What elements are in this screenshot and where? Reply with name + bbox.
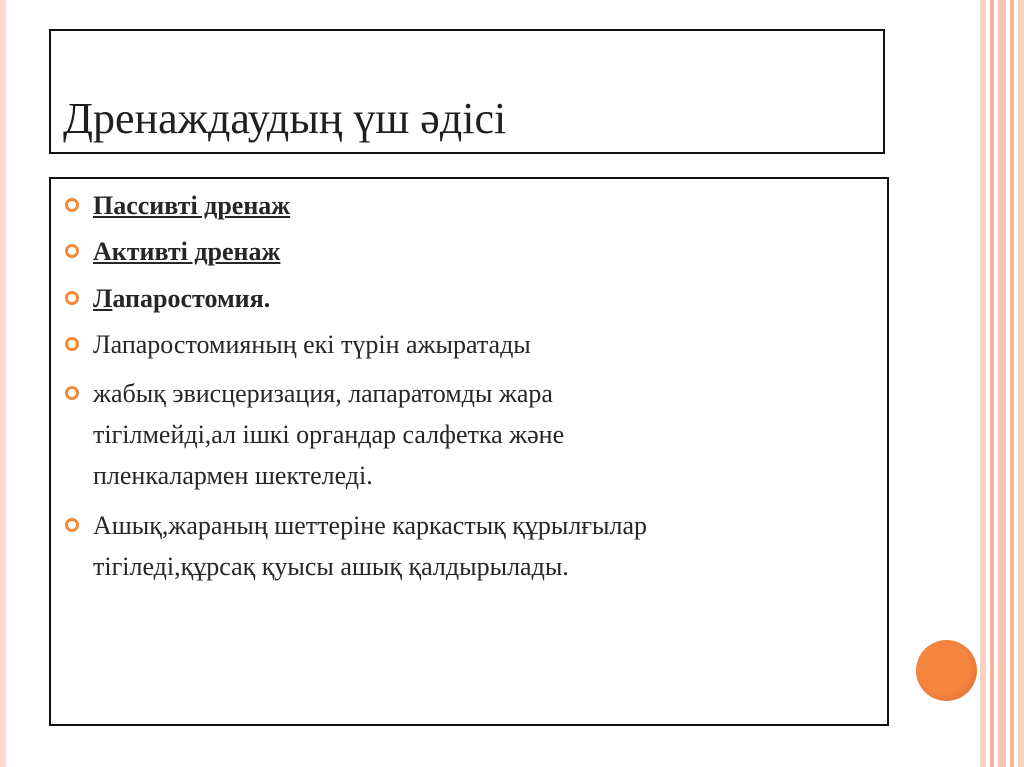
title-box [49, 29, 885, 154]
bullet-marker-icon [65, 386, 79, 400]
bullet-rest: апаростомия. [112, 284, 271, 313]
content-box [49, 177, 889, 726]
bullet-line: пленкалармен шектеледі. [93, 461, 373, 490]
stripe [990, 0, 994, 767]
bullet-text [93, 278, 855, 319]
stripe [998, 0, 1006, 767]
bullet-line: тігілмейді,ал ішкі органдар салфетка және [93, 420, 565, 449]
bullet-text [93, 505, 855, 587]
bullet-open-method [65, 505, 855, 587]
bullet-first-letter: Л [93, 284, 113, 313]
stripe [1010, 0, 1014, 767]
stripe [980, 0, 986, 767]
bullet-marker-icon [65, 198, 79, 212]
bullet-closed-evisceration [65, 373, 855, 496]
bullet-marker-icon [65, 291, 79, 305]
bullet-passive-drainage [65, 185, 855, 226]
bullet-marker-icon [65, 244, 79, 258]
bullet-line: Ашық,жараның шеттеріне каркастық құрылғылар [93, 511, 648, 540]
bullet-marker-icon [65, 337, 79, 351]
bullet-active-drainage [65, 231, 855, 272]
bullet-text: Лапаростомияның екі түрін ажыратады [93, 330, 531, 359]
slide-title: Дренаждаудың үш әдісі [63, 94, 507, 143]
bullet-text [93, 373, 855, 496]
left-edge-decoration [0, 0, 6, 767]
bullet-text: Пассивті дренаж [93, 191, 291, 220]
bullet-two-types [65, 324, 855, 365]
right-stripes-decoration [980, 0, 1024, 767]
bullet-marker-icon [65, 518, 79, 532]
stripe [1018, 0, 1024, 767]
orange-circle-decoration [916, 640, 977, 701]
bullet-line: жабық эвисцеризация, лапаратомды жара [93, 379, 553, 408]
bullet-line: тігіледі,құрсақ қуысы ашық қалдырылады. [93, 552, 569, 581]
bullet-text: Активті дренаж [93, 237, 281, 266]
bullet-laparostomy [65, 278, 855, 319]
